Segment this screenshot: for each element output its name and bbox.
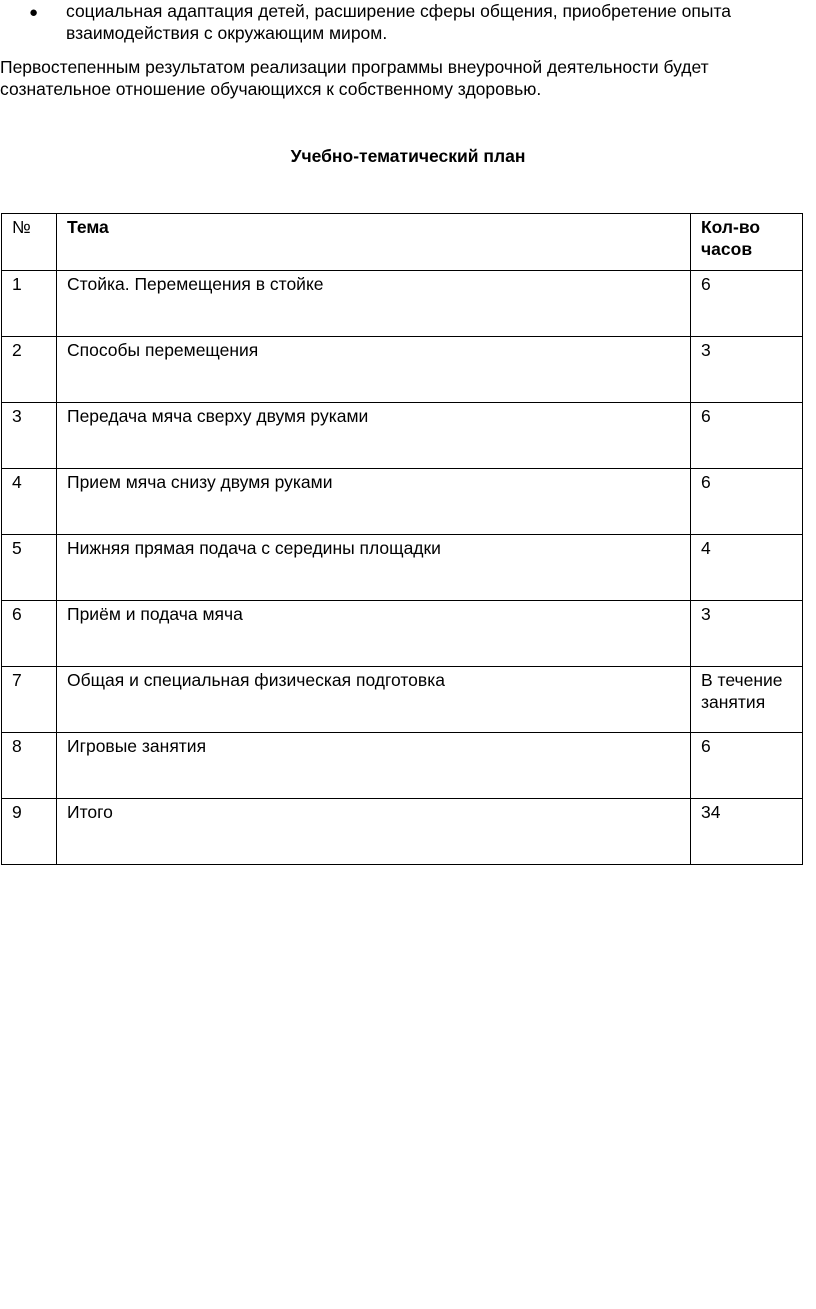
table-row — [2, 799, 803, 865]
row-number: 1 — [2, 271, 57, 337]
row-hours: 6 — [691, 469, 803, 535]
row-number: 8 — [2, 733, 57, 799]
table-row — [2, 469, 803, 535]
header-hours: Кол-во часов — [691, 214, 803, 271]
row-hours: 6 — [691, 403, 803, 469]
row-hours: 6 — [691, 733, 803, 799]
row-topic: Общая и специальная физическая подготовка — [57, 667, 691, 733]
table-row — [2, 271, 803, 337]
row-hours: 6 — [691, 271, 803, 337]
row-hours: 34 — [691, 799, 803, 865]
thematic-plan-table — [1, 213, 803, 865]
row-number: 2 — [2, 337, 57, 403]
row-topic: Стойка. Перемещения в стойке — [57, 271, 691, 337]
row-topic: Итого — [57, 799, 691, 865]
row-number: 7 — [2, 667, 57, 733]
bullet-icon: ● — [29, 4, 39, 21]
row-topic: Прием мяча снизу двумя руками — [57, 469, 691, 535]
table-row — [2, 733, 803, 799]
header-number: № — [2, 214, 57, 271]
row-topic: Игровые занятия — [57, 733, 691, 799]
row-topic: Нижняя прямая подача с середины площадки — [57, 535, 691, 601]
table-row — [2, 403, 803, 469]
row-number: 9 — [2, 799, 57, 865]
table-row — [2, 535, 803, 601]
row-hours: 3 — [691, 337, 803, 403]
table-row — [2, 337, 803, 403]
table-row — [2, 667, 803, 733]
row-number: 5 — [2, 535, 57, 601]
row-number: 3 — [2, 403, 57, 469]
bullet-list — [0, 0, 800, 44]
table-row — [2, 601, 803, 667]
table-header-row — [2, 214, 803, 271]
row-hours: В течение занятия — [691, 667, 803, 733]
row-number: 4 — [2, 469, 57, 535]
result-paragraph: Первостепенным результатом реализации программы внеурочной деятельности будет сознательное отношение обучающихся к собственному здоровью. — [0, 57, 709, 99]
bullet-item — [0, 0, 800, 44]
row-hours: 3 — [691, 601, 803, 667]
row-topic: Способы перемещения — [57, 337, 691, 403]
row-hours: 4 — [691, 535, 803, 601]
header-topic: Тема — [57, 214, 691, 271]
bullet-item-text: социальная адаптация детей, расширение сферы общения, приобретение опыта взаимодействия с окружающим миром. — [66, 1, 731, 43]
row-number: 6 — [2, 601, 57, 667]
section-title: Учебно-тематический план — [290, 146, 526, 166]
row-topic: Передача мяча сверху двумя руками — [57, 403, 691, 469]
row-topic: Приём и подача мяча — [57, 601, 691, 667]
